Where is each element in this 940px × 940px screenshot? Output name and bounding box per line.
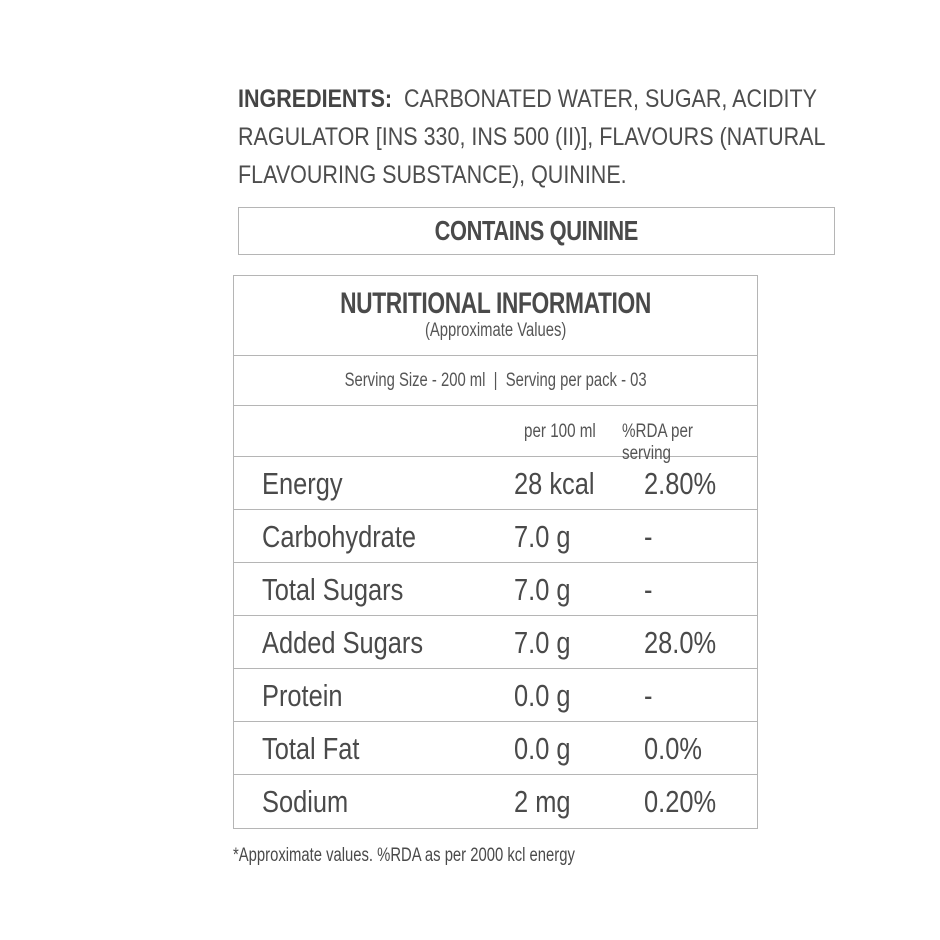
ingredients-text: [238, 80, 840, 194]
nutrient-rda: 28.0%: [644, 625, 717, 660]
nutrient-name: Protein: [262, 678, 343, 713]
nutrient-name: Total Fat: [262, 731, 360, 766]
nutrient-value: 7.0 g: [514, 519, 571, 554]
nutrient-value: 0.0 g: [514, 731, 571, 766]
contains-quinine-text: CONTAINS QUININE: [434, 215, 639, 246]
nutrient-name: Sodium: [262, 784, 349, 819]
nutrition-title: NUTRITIONAL INFORMATION: [340, 287, 651, 320]
nutrient-rda: -: [644, 572, 653, 607]
ingredients-line-3: FLAVOURING SUBSTANCE), QUININE.: [238, 161, 627, 189]
nutrient-rda: -: [644, 678, 653, 713]
nutrition-header: [234, 276, 757, 356]
column-header-per-100ml: per 100 ml: [524, 421, 596, 442]
serving-info: Serving Size - 200 ml | Serving per pack - 03: [344, 369, 647, 391]
nutrition-table: [233, 275, 758, 829]
column-header-row: [234, 406, 757, 464]
table-row: [234, 669, 757, 722]
contains-quinine-box: [238, 207, 835, 255]
nutrient-value: 0.0 g: [514, 678, 571, 713]
ingredients-line-1: CARBONATED WATER, SUGAR, ACIDITY: [404, 85, 817, 113]
nutrient-rda: 2.80%: [644, 466, 717, 501]
table-row: [234, 510, 757, 563]
nutrient-name: Total Sugars: [262, 572, 404, 607]
nutrient-name: Added Sugars: [262, 625, 424, 660]
table-row: [234, 457, 757, 510]
table-row: [234, 775, 757, 828]
column-header-rda: %RDA per serving: [622, 421, 693, 464]
nutrient-value: 28 kcal: [514, 466, 595, 501]
table-row: [234, 722, 757, 775]
nutrient-value: 7.0 g: [514, 625, 571, 660]
nutrient-name: Carbohydrate: [262, 519, 417, 554]
nutrient-value: 7.0 g: [514, 572, 571, 607]
table-row: [234, 616, 757, 669]
ingredients-label: INGREDIENTS:: [238, 85, 393, 113]
nutrition-subtitle: (Approximate Values): [424, 320, 567, 341]
nutrient-rda: 0.20%: [644, 784, 717, 819]
table-row: [234, 563, 757, 616]
serving-info-row: [234, 356, 757, 406]
footnote: [233, 845, 671, 867]
nutrient-name: Energy: [262, 466, 343, 501]
nutrient-rda: -: [644, 519, 653, 554]
nutrient-rda: 0.0%: [644, 731, 702, 766]
nutrient-value: 2 mg: [514, 784, 571, 819]
ingredients-line-2: RAGULATOR [INS 330, INS 500 (II)], FLAVOURS (NATURAL: [238, 123, 826, 151]
footnote-text: *Approximate values. %RDA as per 2000 kcl energy: [233, 845, 575, 866]
